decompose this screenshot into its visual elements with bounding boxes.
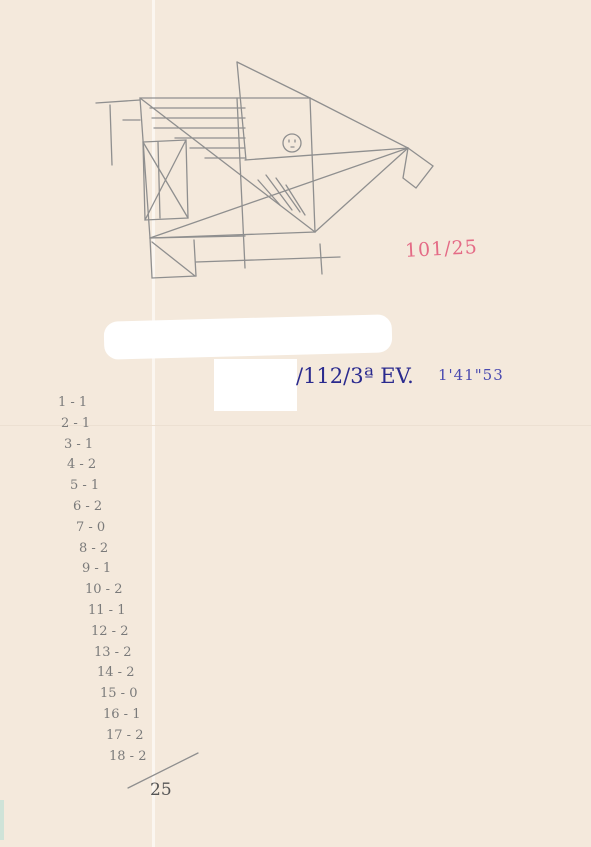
tally-item: 5 - 1 — [70, 478, 100, 494]
tally-item: 6 - 2 — [73, 498, 103, 514]
score-note: 101/25 — [404, 236, 479, 262]
reference-time: 1'41"53 — [438, 366, 504, 384]
reference-mark: /112/3ª EV. — [296, 364, 414, 388]
tally-item: 3 - 1 — [64, 436, 94, 452]
tally-item: 16 - 1 — [103, 706, 141, 722]
tally-item: 18 - 2 — [109, 748, 147, 764]
tally-item: 14 - 2 — [97, 665, 135, 681]
tally-item: 15 - 0 — [100, 686, 138, 702]
tally-item: 8 - 2 — [79, 540, 109, 556]
tally-item: 2 - 1 — [61, 415, 91, 431]
redaction-box — [214, 359, 297, 411]
tally-item: 1 - 1 — [58, 395, 88, 410]
tally-item: 7 - 0 — [76, 519, 106, 535]
tally-item: 12 - 2 — [91, 623, 129, 639]
redaction-bar — [104, 314, 393, 360]
tally-item: 17 - 2 — [106, 727, 144, 743]
tally-item: 4 - 2 — [67, 457, 97, 473]
tally-total: 25 — [150, 780, 172, 800]
tally-item: 13 - 2 — [94, 644, 132, 660]
tally-list — [58, 393, 146, 767]
tally-item: 11 - 1 — [88, 602, 126, 618]
tally-item: 10 - 2 — [85, 582, 123, 598]
tally-item: 9 - 1 — [82, 561, 112, 577]
